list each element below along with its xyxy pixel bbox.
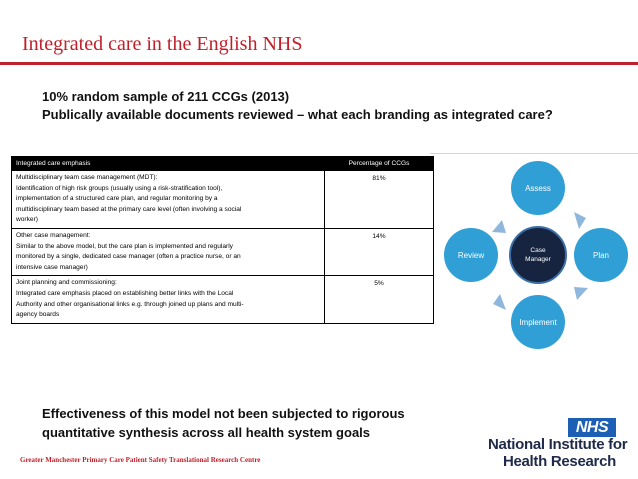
row-text-line: Authority and other organisational links e.g. through joined up plans and multi- xyxy=(16,300,244,308)
nihr-logo xyxy=(488,418,628,474)
row-text-line: multidisciplinary team based at the primary care level (often involving a social xyxy=(16,205,242,213)
arrow-icon xyxy=(493,294,506,310)
header-emphasis: Integrated care emphasis xyxy=(12,157,325,171)
row-text-line: Joint planning and commissioning: xyxy=(16,279,117,287)
row-description xyxy=(12,276,325,323)
title-underline xyxy=(0,62,638,65)
review-label: Review xyxy=(457,251,485,260)
plan-label: Plan xyxy=(592,251,610,260)
row-text-line: Multidisciplinary team case management (MDT): xyxy=(16,174,158,181)
case-manager-label: Manager xyxy=(525,256,551,263)
study-description xyxy=(42,88,553,123)
row-description xyxy=(12,171,325,229)
conclusion-line-2: quantitative synthesis across all health system goals xyxy=(42,425,371,440)
row-percentage: 81% xyxy=(325,171,434,229)
row-text-line: Identification of high risk groups (usually using a risk-stratification tool), xyxy=(16,184,223,192)
conclusion-text xyxy=(42,404,405,442)
row-text-line: implementation of a structured care plan, and regular monitoring by a xyxy=(16,195,218,203)
row-text-line: monitored by a single, dedicated case manager (often a practice nurse, or an xyxy=(16,253,241,261)
case-management-cycle-diagram xyxy=(440,160,638,360)
nhs-logo: NHS xyxy=(568,418,616,437)
row-percentage: 5% xyxy=(325,276,434,323)
row-text-line: Similar to the above model, but the care plan is implemented and regularly xyxy=(16,242,233,250)
arrow-icon xyxy=(492,220,506,233)
table-row xyxy=(12,228,434,275)
row-description xyxy=(12,228,325,275)
footer-text: Greater Manchester Primary Care Patient Safety Translational Research Centre xyxy=(20,456,261,464)
row-text-line: Integrated care emphasis placed on establishing better links with the Local xyxy=(16,289,234,297)
implement-label: Implement xyxy=(519,318,557,327)
nihr-name-line-2: Health Research xyxy=(502,453,616,470)
header-percentage: Percentage of CCGs xyxy=(325,157,434,171)
assess-label: Assess xyxy=(525,184,551,193)
arrow-icon xyxy=(574,287,588,300)
nihr-name-line-1: National Institute for xyxy=(488,436,628,453)
conclusion-line-1: Effectiveness of this model not been subjected to rigorous xyxy=(42,406,405,421)
arrow-icon xyxy=(574,212,586,229)
row-text-line: worker) xyxy=(16,216,38,224)
row-text-line: Other case management: xyxy=(16,231,91,239)
row-text-line: intensive case manager) xyxy=(16,263,88,271)
subtitle-line-1: 10% random sample of 211 CCGs (2013) xyxy=(42,89,290,104)
row-text-line: agency boards xyxy=(16,311,60,319)
table-header-row xyxy=(12,157,434,171)
integrated-care-table xyxy=(11,156,434,324)
row-percentage: 14% xyxy=(325,228,434,275)
case-manager-label: Case xyxy=(530,247,546,254)
table-row xyxy=(12,276,434,323)
slide-title: Integrated care in the English NHS xyxy=(22,33,303,55)
table-row xyxy=(12,171,434,229)
case-manager-node xyxy=(510,227,566,283)
divider-line xyxy=(430,153,638,154)
subtitle-line-2: Publically available documents reviewed – what each branding as integrated care? xyxy=(42,106,553,122)
